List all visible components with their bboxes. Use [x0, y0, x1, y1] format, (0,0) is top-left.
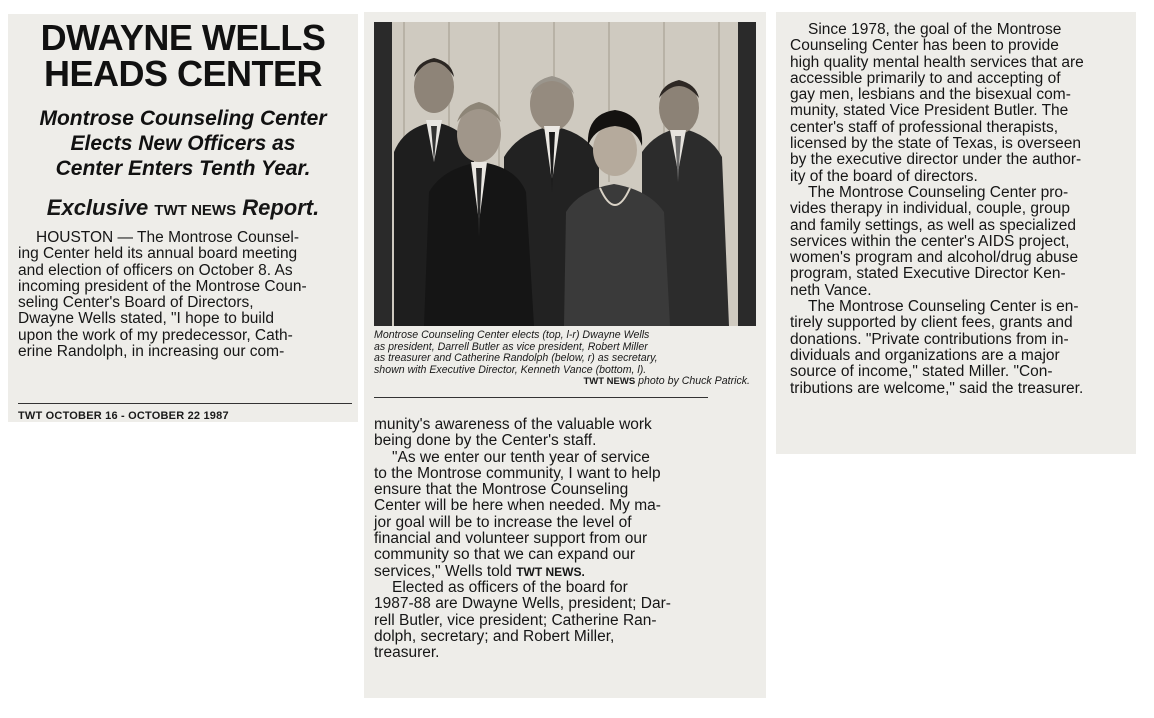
group-photo-illustration	[374, 22, 756, 326]
right-line: The Montrose Counseling Center pro-	[808, 183, 1069, 201]
middle-line: ensure that the Montrose Counseling	[374, 481, 629, 499]
group-photo	[374, 22, 756, 326]
middle-line-text: services," Wells told	[374, 562, 512, 580]
middle-line: treasurer.	[374, 644, 440, 662]
right-line: vides therapy in individual, couple, group	[790, 200, 1071, 218]
middle-line: munity's awareness of the valuable work	[374, 416, 652, 433]
right-line: by the executive director under the author-	[790, 151, 1082, 169]
headline	[8, 17, 358, 94]
right-line: tributions are welcome," said the treasurer.	[790, 379, 1084, 397]
left-line: erine Randolph, in increasing our com-	[18, 343, 285, 361]
subhead-line-1: Montrose Counseling Center	[39, 107, 327, 130]
left-line: HOUSTON — The Montrose Counsel-	[36, 229, 300, 246]
right-line: source of income," stated Miller. "Con-	[790, 363, 1053, 381]
right-line: donations. "Private contributions from in-	[790, 330, 1069, 348]
right-line: The Montrose Counseling Center is en-	[808, 298, 1079, 316]
headline-line-1: DWAYNE WELLS	[40, 17, 326, 58]
headline-line-2: HEADS CENTER	[43, 53, 323, 94]
article-left-clipping	[8, 14, 358, 422]
right-line: licensed by the state of Texas, is overseen	[790, 135, 1081, 153]
right-line: tirely supported by client fees, grants and	[790, 314, 1073, 332]
caption-line: Montrose Counseling Center elects (top, l-r) Dwayne Wells	[374, 329, 650, 341]
right-line: Since 1978, the goal of the Montrose	[808, 21, 1062, 38]
left-line: and election of officers on October 8. As	[18, 261, 293, 279]
middle-line: to the Montrose community, I want to help	[374, 464, 661, 482]
caption-line: as treasurer and Catherine Randolph (below, r) as secretary,	[374, 352, 658, 365]
right-line: neth Vance.	[790, 281, 872, 299]
right-line: women's program and alcohol/drug abuse	[790, 249, 1079, 267]
left-line: seling Center's Board of Directors,	[18, 294, 254, 312]
photo-credit-text: photo by Chuck Patrick.	[638, 375, 750, 388]
right-line: gay men, lesbians and the bisexual com-	[790, 86, 1071, 104]
exclusive-brand: TWT NEWS	[154, 202, 237, 219]
left-line: Dwayne Wells stated, "I hope to build	[18, 310, 274, 328]
exclusive-suffix: Report.	[242, 195, 320, 220]
issue-divider	[18, 403, 352, 404]
middle-line: Center will be here when needed. My ma-	[374, 497, 661, 515]
left-column-body	[18, 230, 352, 360]
right-line: and family settings, as well as specialized	[790, 216, 1077, 234]
right-line: munity, stated Vice President Butler. The	[790, 102, 1069, 120]
photo-caption	[374, 330, 756, 388]
right-line: program, stated Executive Director Ken-	[790, 265, 1066, 283]
middle-brand-inline: TWT NEWS.	[516, 564, 585, 579]
middle-line: Elected as officers of the board for	[392, 578, 628, 596]
middle-line	[374, 564, 756, 580]
right-line: services within the center's AIDS project,	[790, 232, 1070, 250]
middle-line: 1987-88 are Dwayne Wells, president; Dar-	[374, 595, 671, 613]
right-line: Counseling Center has been to provide	[790, 37, 1059, 55]
exclusive-prefix: Exclusive	[46, 195, 149, 220]
exclusive-report-label	[8, 195, 358, 224]
caption-divider	[374, 397, 708, 398]
right-line: ity of the board of directors.	[790, 167, 978, 185]
left-line: upon the work of my predecessor, Cath-	[18, 326, 293, 344]
article-middle-clipping	[364, 12, 766, 698]
subheadline	[8, 106, 358, 181]
subhead-line-2: Elects New Officers as	[70, 132, 296, 155]
right-line: dividuals and organizations are a major	[790, 346, 1060, 364]
subhead-line-3: Center Enters Tenth Year.	[55, 157, 311, 180]
middle-line: jor goal will be to increase the level of	[374, 513, 632, 531]
issue-dateline: TWT OCTOBER 16 - OCTOBER 22 1987	[18, 410, 229, 422]
middle-line: dolph, secretary; and Robert Miller,	[374, 627, 615, 645]
photo-credit-brand: TWT NEWS	[583, 376, 636, 388]
middle-column-body	[374, 417, 756, 661]
right-line: high quality mental health services that are	[790, 53, 1084, 71]
middle-line: being done by the Center's staff.	[374, 432, 597, 450]
photo-credit	[374, 376, 756, 388]
caption-line: as president, Darrell Butler as vice president, Robert Miller	[374, 340, 648, 353]
right-column-body	[790, 22, 1130, 397]
middle-line: "As we enter our tenth year of service	[392, 448, 650, 466]
left-line: incoming president of the Montrose Coun-	[18, 277, 307, 295]
middle-line: rell Butler, vice president; Catherine Ran-	[374, 611, 657, 629]
right-line: accessible primarily to and accepting of	[790, 69, 1061, 87]
right-line: center's staff of professional therapists,	[790, 118, 1059, 136]
middle-line: community so that we can expand our	[374, 546, 636, 564]
middle-line: financial and volunteer support from our	[374, 530, 648, 548]
left-line: ing Center held its annual board meeting	[18, 245, 298, 263]
caption-line: shown with Executive Director, Kenneth Vance (bottom, l).	[374, 363, 647, 376]
article-right-clipping	[776, 12, 1136, 454]
